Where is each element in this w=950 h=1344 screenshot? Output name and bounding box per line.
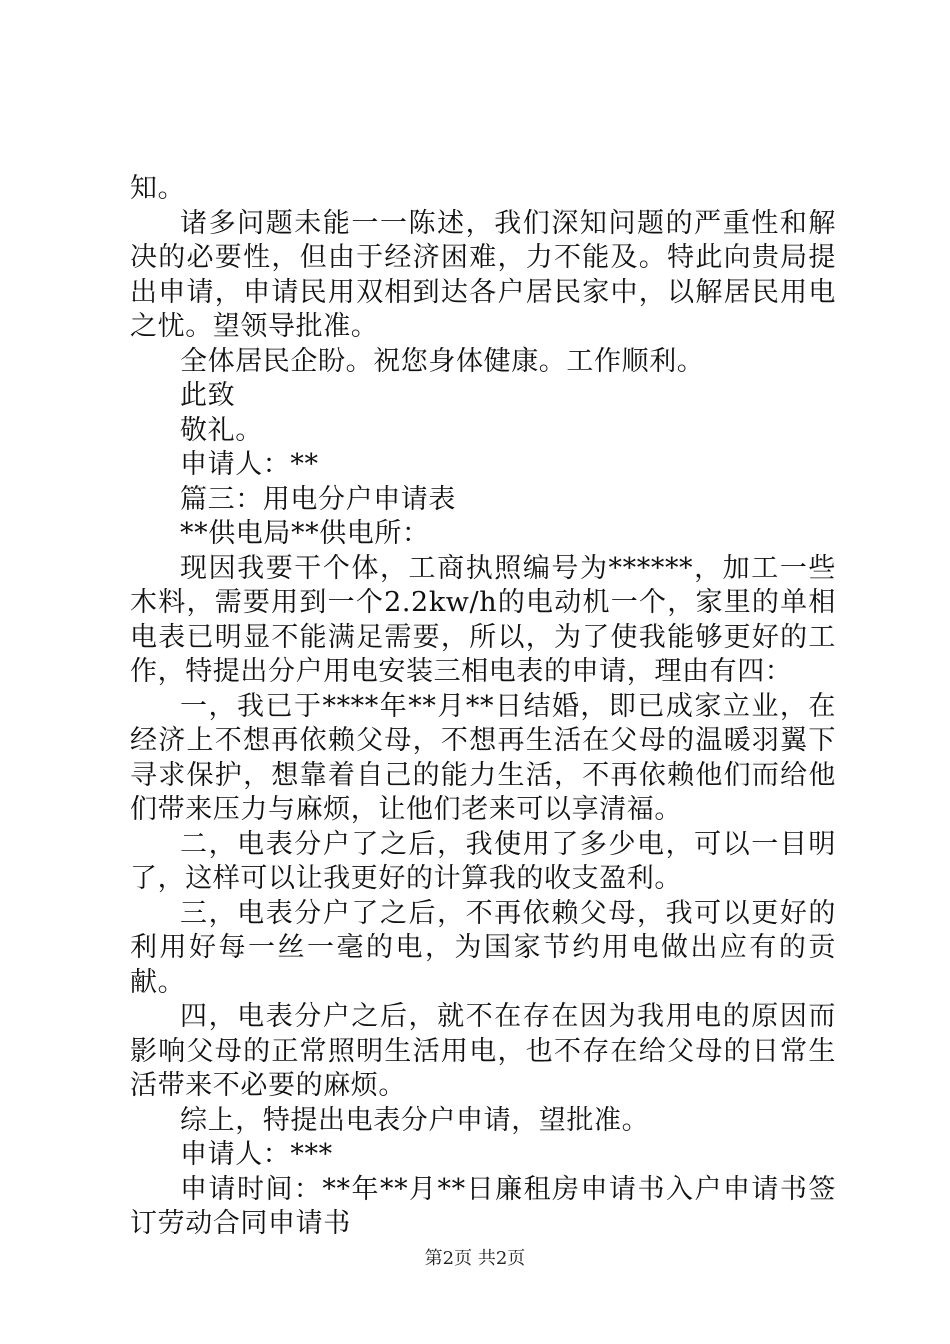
- page-number-footer: 第2页 共2页: [424, 1248, 526, 1269]
- paragraph: 此致: [180, 380, 236, 411]
- paragraph: 篇三：用电分户申请表: [180, 483, 456, 515]
- paragraph: 诸多问题未能一一陈述，我们深知问题的严重性和解决的必要性，但由于经济困难，力不能及。特此向贵局提出申请，申请民用双相到达各户居民家中，以解居民用电之忧。望领导批准。: [130, 207, 836, 342]
- paragraph: 全体居民企盼。祝您身体健康。工作顺利。: [180, 345, 705, 377]
- document-body: [130, 172, 836, 1242]
- paragraph: 三，电表分户了之后，不再依赖父母，我可以更好的利用好每一丝一毫的电，为国家节约用电做出应有的贡献。: [130, 897, 836, 998]
- paragraph: 申请人：**: [180, 449, 319, 480]
- paragraph: 二，电表分户了之后，我使用了多少电，可以一目明了，这样可以让我更好的计算我的收支盈利。: [130, 828, 836, 894]
- paragraph: 四，电表分户之后，就不在存在因为我用电的原因而影响父母的正常照明生活用电，也不存在给父母的日常生活带来不必要的麻烦。: [130, 1001, 836, 1101]
- paragraph: 知。: [130, 173, 186, 204]
- paragraph: 申请人：***: [180, 1139, 333, 1170]
- paragraph: 一，我已于****年**月**日结婚，即已成家立业，在经济上不想再依赖父母，不想再生活在父母的温暖羽翼下寻求保护，想靠着自己的能力生活，不再依赖他们而给他们带来压力与麻烦，让他们老来可以享清福。: [130, 690, 836, 825]
- paragraph: 综上，特提出电表分户申请，望批准。: [180, 1104, 650, 1136]
- paragraph: 现因我要干个体，工商执照编号为******，加工一些木料，需要用到一个2.2kw/h的电动机一个，家里的单相电表已明显不能满足需要，所以，为了使我能够更好的工作，特提出分户用电安装三相电表的申请，理由有四：: [130, 552, 836, 687]
- paragraph: 敬礼。: [180, 414, 263, 446]
- paragraph: 申请时间：**年**月**日廉租房申请书入户申请书签订劳动合同申请书: [130, 1173, 836, 1239]
- paragraph: **供电局**供电所：: [180, 518, 430, 549]
